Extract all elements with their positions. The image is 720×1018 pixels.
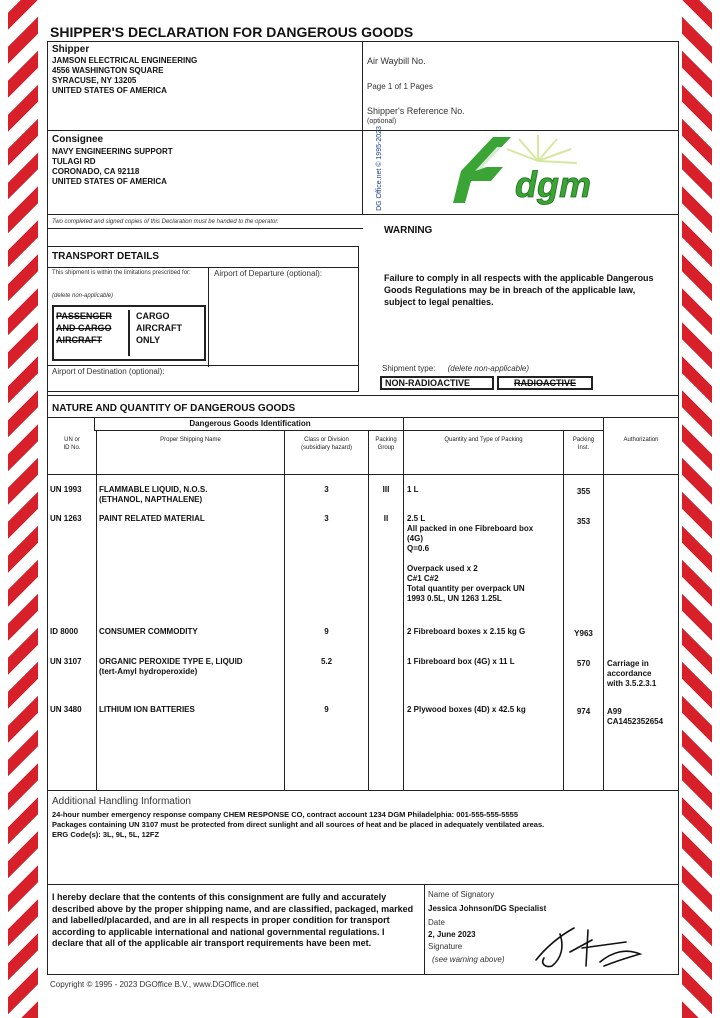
divider	[403, 418, 404, 791]
row-name: PAINT RELATED MATERIAL	[99, 514, 205, 523]
page-count: Page 1 of 1 Pages	[367, 82, 433, 91]
row-class: 3	[324, 514, 329, 523]
row-authorization: Carriage in accordance with 3.5.2.3.1	[607, 659, 657, 688]
row-packing-inst: 353	[576, 517, 591, 526]
identification-label: Dangerous Goods Identification	[189, 419, 311, 428]
row-name: CONSUMER COMMODITY	[99, 627, 198, 636]
consignee-box	[47, 130, 363, 215]
shipper-box	[47, 41, 363, 131]
row-name: LITHIUM ION BATTERIES	[99, 705, 195, 714]
hazard-stripe-right	[682, 0, 712, 1018]
row-authorization: A99 CA1452352654	[607, 707, 664, 726]
page-title: SHIPPER'S DECLARATION FOR DANGEROUS GOODS	[50, 24, 414, 40]
row-class: 9	[324, 705, 329, 714]
svg-text:dgm: dgm	[515, 164, 591, 205]
row-packing-inst: Y963	[574, 629, 593, 638]
identification-header	[94, 418, 604, 431]
transport-title: TRANSPORT DETAILS	[52, 251, 160, 262]
header-authorization: Authorization	[623, 437, 659, 443]
copies-note: Two completed and signed copies of this Declaration must be handed to the operator.	[52, 219, 279, 225]
consignee-label: Consignee	[52, 134, 104, 145]
row-quantity: 1 L	[407, 485, 419, 494]
signature-scribble	[530, 922, 650, 972]
divider	[96, 431, 97, 791]
logo-box	[362, 126, 679, 215]
row-packing-inst: 355	[576, 487, 591, 496]
signatory-name: Jessica Johnson/DG Specialist	[428, 904, 547, 913]
transport-box	[47, 246, 359, 392]
row-un: UN 1263	[50, 514, 82, 523]
header-packing-group: Packing Group	[375, 437, 397, 451]
row-class: 9	[324, 627, 329, 636]
aircraft-choice	[52, 305, 206, 361]
awb-label: Air Waybill No.	[367, 56, 426, 66]
non-radioactive-option[interactable]: NON-RADIOACTIVE	[380, 376, 494, 390]
divider	[47, 395, 679, 396]
shipment-type-label	[382, 364, 529, 373]
row-packing-inst: 570	[576, 659, 591, 668]
warning-text: Failure to comply in all respects with the applicable Dangerous Goods Regulations may be in breach of the applicable law, subject to legal penalties.	[384, 273, 654, 307]
header-quantity: Quantity and Type of Packing	[444, 437, 523, 443]
divider	[48, 365, 358, 366]
row-packing-group: II	[383, 514, 389, 523]
row-quantity: 2 Plywood boxes (4D) x 42.5 kg	[407, 705, 526, 714]
row-un: UN 3107	[50, 657, 82, 666]
radioactive-option[interactable]: RADIOACTIVE	[497, 376, 593, 390]
header-un: UN or ID No.	[63, 437, 81, 451]
divider	[603, 431, 604, 791]
destination-label: Airport of Destination (optional):	[52, 367, 165, 376]
header-name: Proper Shipping Name	[160, 437, 221, 443]
passenger-aircraft-option[interactable]: PASSENGER AND CARGO AIRCRAFT	[56, 310, 130, 356]
signature-note: (see warning above)	[432, 955, 505, 964]
shipment-type-title: Shipment type:	[382, 364, 436, 373]
row-un: UN 1993	[50, 485, 82, 494]
row-packing-group: III	[382, 485, 390, 494]
row-quantity: 2 Fibreboard boxes x 2.15 kg G	[407, 627, 526, 636]
delete-note: (delete non-applicable)	[52, 293, 114, 299]
row-un: ID 8000	[50, 627, 79, 636]
shipper-ref-label: Shipper's Reference No.	[367, 106, 465, 116]
row-class: 3	[324, 485, 329, 494]
divider	[424, 884, 425, 975]
shipper-ref-optional: (optional)	[367, 118, 397, 125]
nature-title: NATURE AND QUANTITY OF DANGEROUS GOODS	[52, 403, 296, 414]
hazard-stripe-left	[8, 0, 38, 1018]
shipper-address: JAMSON ELECTRICAL ENGINEERING 4556 WASHINGTON SQUARE SYRACUSE, NY 13205 UNITED STATES OF AMERICA	[52, 56, 198, 95]
consignee-address: NAVY ENGINEERING SUPPORT TULAGI RD CORONADO, CA 92118 UNITED STATES OF AMERICA	[52, 147, 173, 186]
divider	[47, 474, 679, 475]
dgoffice-vertical-text: DG Office.net © 1995-2023	[375, 126, 383, 211]
row-packing-inst: 974	[576, 707, 591, 716]
row-name: FLAMMABLE LIQUID, N.O.S. (ETHANOL, NAPTHALENE)	[99, 485, 208, 504]
row-quantity: 2.5 L All packed in one Fibreboard box (4G) Q=0.6 Overpack used x 2 C#1 C#2 Total quantity per overpack UN 1993 0.5L, UN 1263 1.25L	[407, 514, 534, 603]
divider	[47, 228, 363, 229]
shipper-label: Shipper	[52, 44, 90, 55]
limitations-text: This shipment is within the limitations prescribed for:	[52, 270, 191, 276]
row-name: ORGANIC PEROXIDE TYPE E, LIQUID (tert-Amyl hydroperoxide)	[99, 657, 243, 676]
signature-label: Signature	[428, 942, 463, 951]
declaration-text: I hereby declare that the contents of this consignment are fully and accurately described above by the proper shipping name, and are classified, packaged, marked and labelled/placarded, and are in all respects in proper condition for transport according to applicable international and national governmental regulations. I declare that all of the applicable air transport requirements have been met.	[52, 892, 414, 948]
awb-box	[362, 41, 679, 131]
divider	[208, 267, 209, 367]
shipment-type-note: (delete non-applicable)	[447, 364, 529, 373]
handling-label: Additional Handling Information	[52, 796, 191, 807]
departure-label: Airport of Departure (optional):	[214, 269, 323, 278]
divider	[563, 431, 564, 791]
handling-text: 24-hour number emergency response company CHEM RESPONSE CO, contract account 1234 DGM Philadelphia: 001-555-555-5555 Packages containing UN 3107 must be protected from direct sunlight and all sources of heat and be placed in adequately ventilated areas. ERG Code(s): 3L, 9L, 5L, 12FZ	[52, 810, 545, 839]
warning-title: WARNING	[384, 225, 433, 236]
divider	[48, 267, 358, 268]
copyright: Copyright © 1995 - 2023 DGOffice B.V., www.DGOffice.net	[50, 980, 259, 989]
row-quantity: 1 Fibreboard box (4G) x 11 L	[407, 657, 515, 666]
header-class: Class or Division (subsidiary hazard)	[300, 437, 353, 451]
header-packing-inst: Packing Inst.	[572, 437, 595, 451]
signatory-name-label: Name of Signatory	[428, 890, 495, 899]
cargo-aircraft-option[interactable]: CARGO AIRCRAFT ONLY	[136, 311, 182, 345]
date-label: Date	[428, 918, 445, 927]
row-class: 5.2	[320, 657, 333, 666]
dgm-logo-icon	[453, 131, 623, 213]
row-un: UN 3480	[50, 705, 82, 714]
signature-date: 2, June 2023	[428, 930, 476, 939]
